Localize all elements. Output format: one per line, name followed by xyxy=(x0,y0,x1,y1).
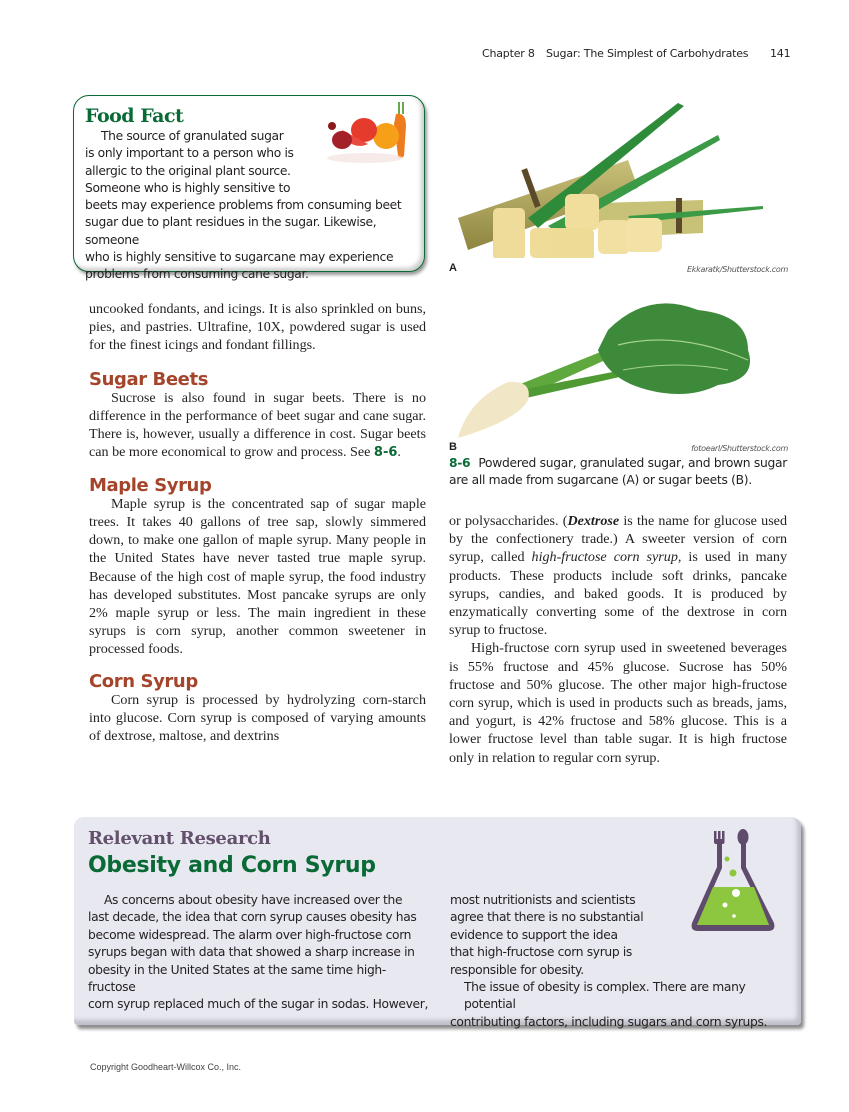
term-dextrose: Dextrose xyxy=(567,513,620,529)
relevant-research-box xyxy=(74,817,801,1029)
right-column xyxy=(449,512,787,767)
research-line: evidence to support the idea xyxy=(450,927,618,942)
food-fact-text xyxy=(85,128,415,284)
p1-text-c: is used in many products. These products include soft drinks, pancake syrups, candies, and baked goods. It is produced by enzymatically converting some of the dextrose in corn syrup to fructose. xyxy=(449,549,787,639)
maple-syrup-paragraph: Maple syrup is the concentrated sap of sugar maple trees. It takes 40 gallons of tree sap, slowly simmered down, to make one gallon of maple syrup. Many people in the United States have never tasted true maple syrup. Because of the high cost of maple syrup, the food industry has developed substitutes. Most pancake syrups are only 2% maple syrup or less. The main ingredient in these syrups is corn syrup, another common sweetener in processed foods. xyxy=(89,495,426,658)
research-line: obesity in the United States at the same time high-fructose xyxy=(88,962,386,995)
food-fact-line: problems from consuming cane sugar. xyxy=(85,267,309,282)
research-line: most nutritionists and scientists xyxy=(450,893,636,907)
food-fact-box xyxy=(73,95,425,282)
credit-b: fotoearl/Shutterstock.com xyxy=(691,444,788,453)
copyright-footer: Copyright Goodheart-Willcox Co., Inc. xyxy=(90,1062,242,1072)
dextrose-paragraph xyxy=(449,512,787,639)
chapter-label: Chapter 8 xyxy=(482,47,535,60)
sugar-beets-text: Sucrose is also found in sugar beets. There is no difference in the performance of beet sugar and cane sugar. There is, however, usually a difference in cost. Sugar beets can be more economical to grow and process. See xyxy=(89,389,426,461)
figure-caption xyxy=(449,455,794,490)
research-line: corn syrup replaced much of the sugar in sodas. However, xyxy=(88,997,429,1012)
hfcs-paragraph: High-fructose corn syrup used in sweetened beverages is 55% fructose and 45% glucose. Sucrose has 50% fructose and 50% glucose. The other major high-fructose corn syrup, which is used in products such as breads, jams, and yogurt, is 42% fructose and 58% glucose. This is a lower fructose level than table sugar. It is high fructose only in relation to regular corn syrup. xyxy=(449,640,787,766)
term-hfcs: high-fructose corn syrup, xyxy=(531,549,682,566)
heading-maple-syrup: Maple Syrup xyxy=(89,474,212,496)
chapter-title: Sugar: The Simplest of Carbohydrates xyxy=(545,47,749,60)
left-column xyxy=(89,300,426,745)
food-fact-line: beets may experience problems from consuming beet xyxy=(85,198,402,213)
p1-text-b: is the name for glucose used by the confectionery trade.) A sweeter version of corn syrup, called xyxy=(449,513,787,566)
heading-sugar-beets: Sugar Beets xyxy=(89,368,209,390)
research-line: become widespread. The alarm over high-fructose corn xyxy=(88,927,412,942)
sugar-beets-text-end: . xyxy=(397,444,401,461)
food-fact-line: Someone who is highly sensitive to xyxy=(85,180,291,195)
research-line: contributing factors, including sugars and corn syrups. xyxy=(450,1014,768,1029)
figure-label-a: A xyxy=(449,262,457,274)
corn-syrup-paragraph: Corn syrup is processed by hydrolyzing corn-starch into glucose. Corn syrup is composed of varying amounts of dextrose, maltose, and dextrins xyxy=(89,691,426,745)
sugar-beet-image xyxy=(448,290,798,440)
research-line: agree that there is no substantial xyxy=(450,910,644,925)
research-line: The issue of obesity is complex. There are many potential xyxy=(464,980,746,1012)
research-line: responsible for obesity. xyxy=(450,962,584,977)
figure-label-b: B xyxy=(449,441,457,453)
sugar-beets-paragraph xyxy=(89,389,426,463)
figure-number: 8-6 xyxy=(449,456,471,470)
food-fact-line: sugar due to plant residues in the sugar. Likewise, someone xyxy=(85,215,377,247)
running-header xyxy=(482,47,791,60)
food-fact-title: Food Fact xyxy=(85,105,184,127)
food-fact-line: who is highly sensitive to sugarcane may experience xyxy=(85,250,394,265)
flask-fork-spoon-icon xyxy=(686,827,782,937)
sugarcane-image xyxy=(448,88,798,258)
research-line: last decade, the idea that corn syrup causes obesity has xyxy=(88,910,417,925)
heading-corn-syrup: Corn Syrup xyxy=(89,670,198,692)
research-text-left xyxy=(88,892,433,1014)
food-fact-line: is only important to a person who is xyxy=(85,146,294,161)
food-fact-line: The source of granulated sugar xyxy=(101,129,284,143)
intro-paragraph: uncooked fondants, and icings. It is also sprinkled on buns, pies, and pastries. Ultrafine, 10X, powdered sugar is used for the finest icings and fondant fillings. xyxy=(89,301,426,354)
food-fact-line: allergic to the original plant source. xyxy=(85,163,291,178)
p1-text-a: or polysaccharides. ( xyxy=(449,513,568,529)
research-line: that high-fructose corn syrup is xyxy=(450,945,632,960)
research-line: As concerns about obesity have increased over the xyxy=(104,893,403,907)
page-number: 141 xyxy=(770,47,791,60)
caption-text: Powdered sugar, granulated sugar, and brown sugar are all made from sugarcane (A) or sugar beets (B). xyxy=(449,456,788,488)
research-kicker: Relevant Research xyxy=(88,828,271,849)
research-line: syrups began with data that showed a sharp increase in xyxy=(88,945,415,960)
credit-a: Ekkaratk/Shutterstock.com xyxy=(687,265,788,274)
research-title: Obesity and Corn Syrup xyxy=(88,853,376,878)
figure-reference-link[interactable]: 8-6 xyxy=(373,445,398,461)
